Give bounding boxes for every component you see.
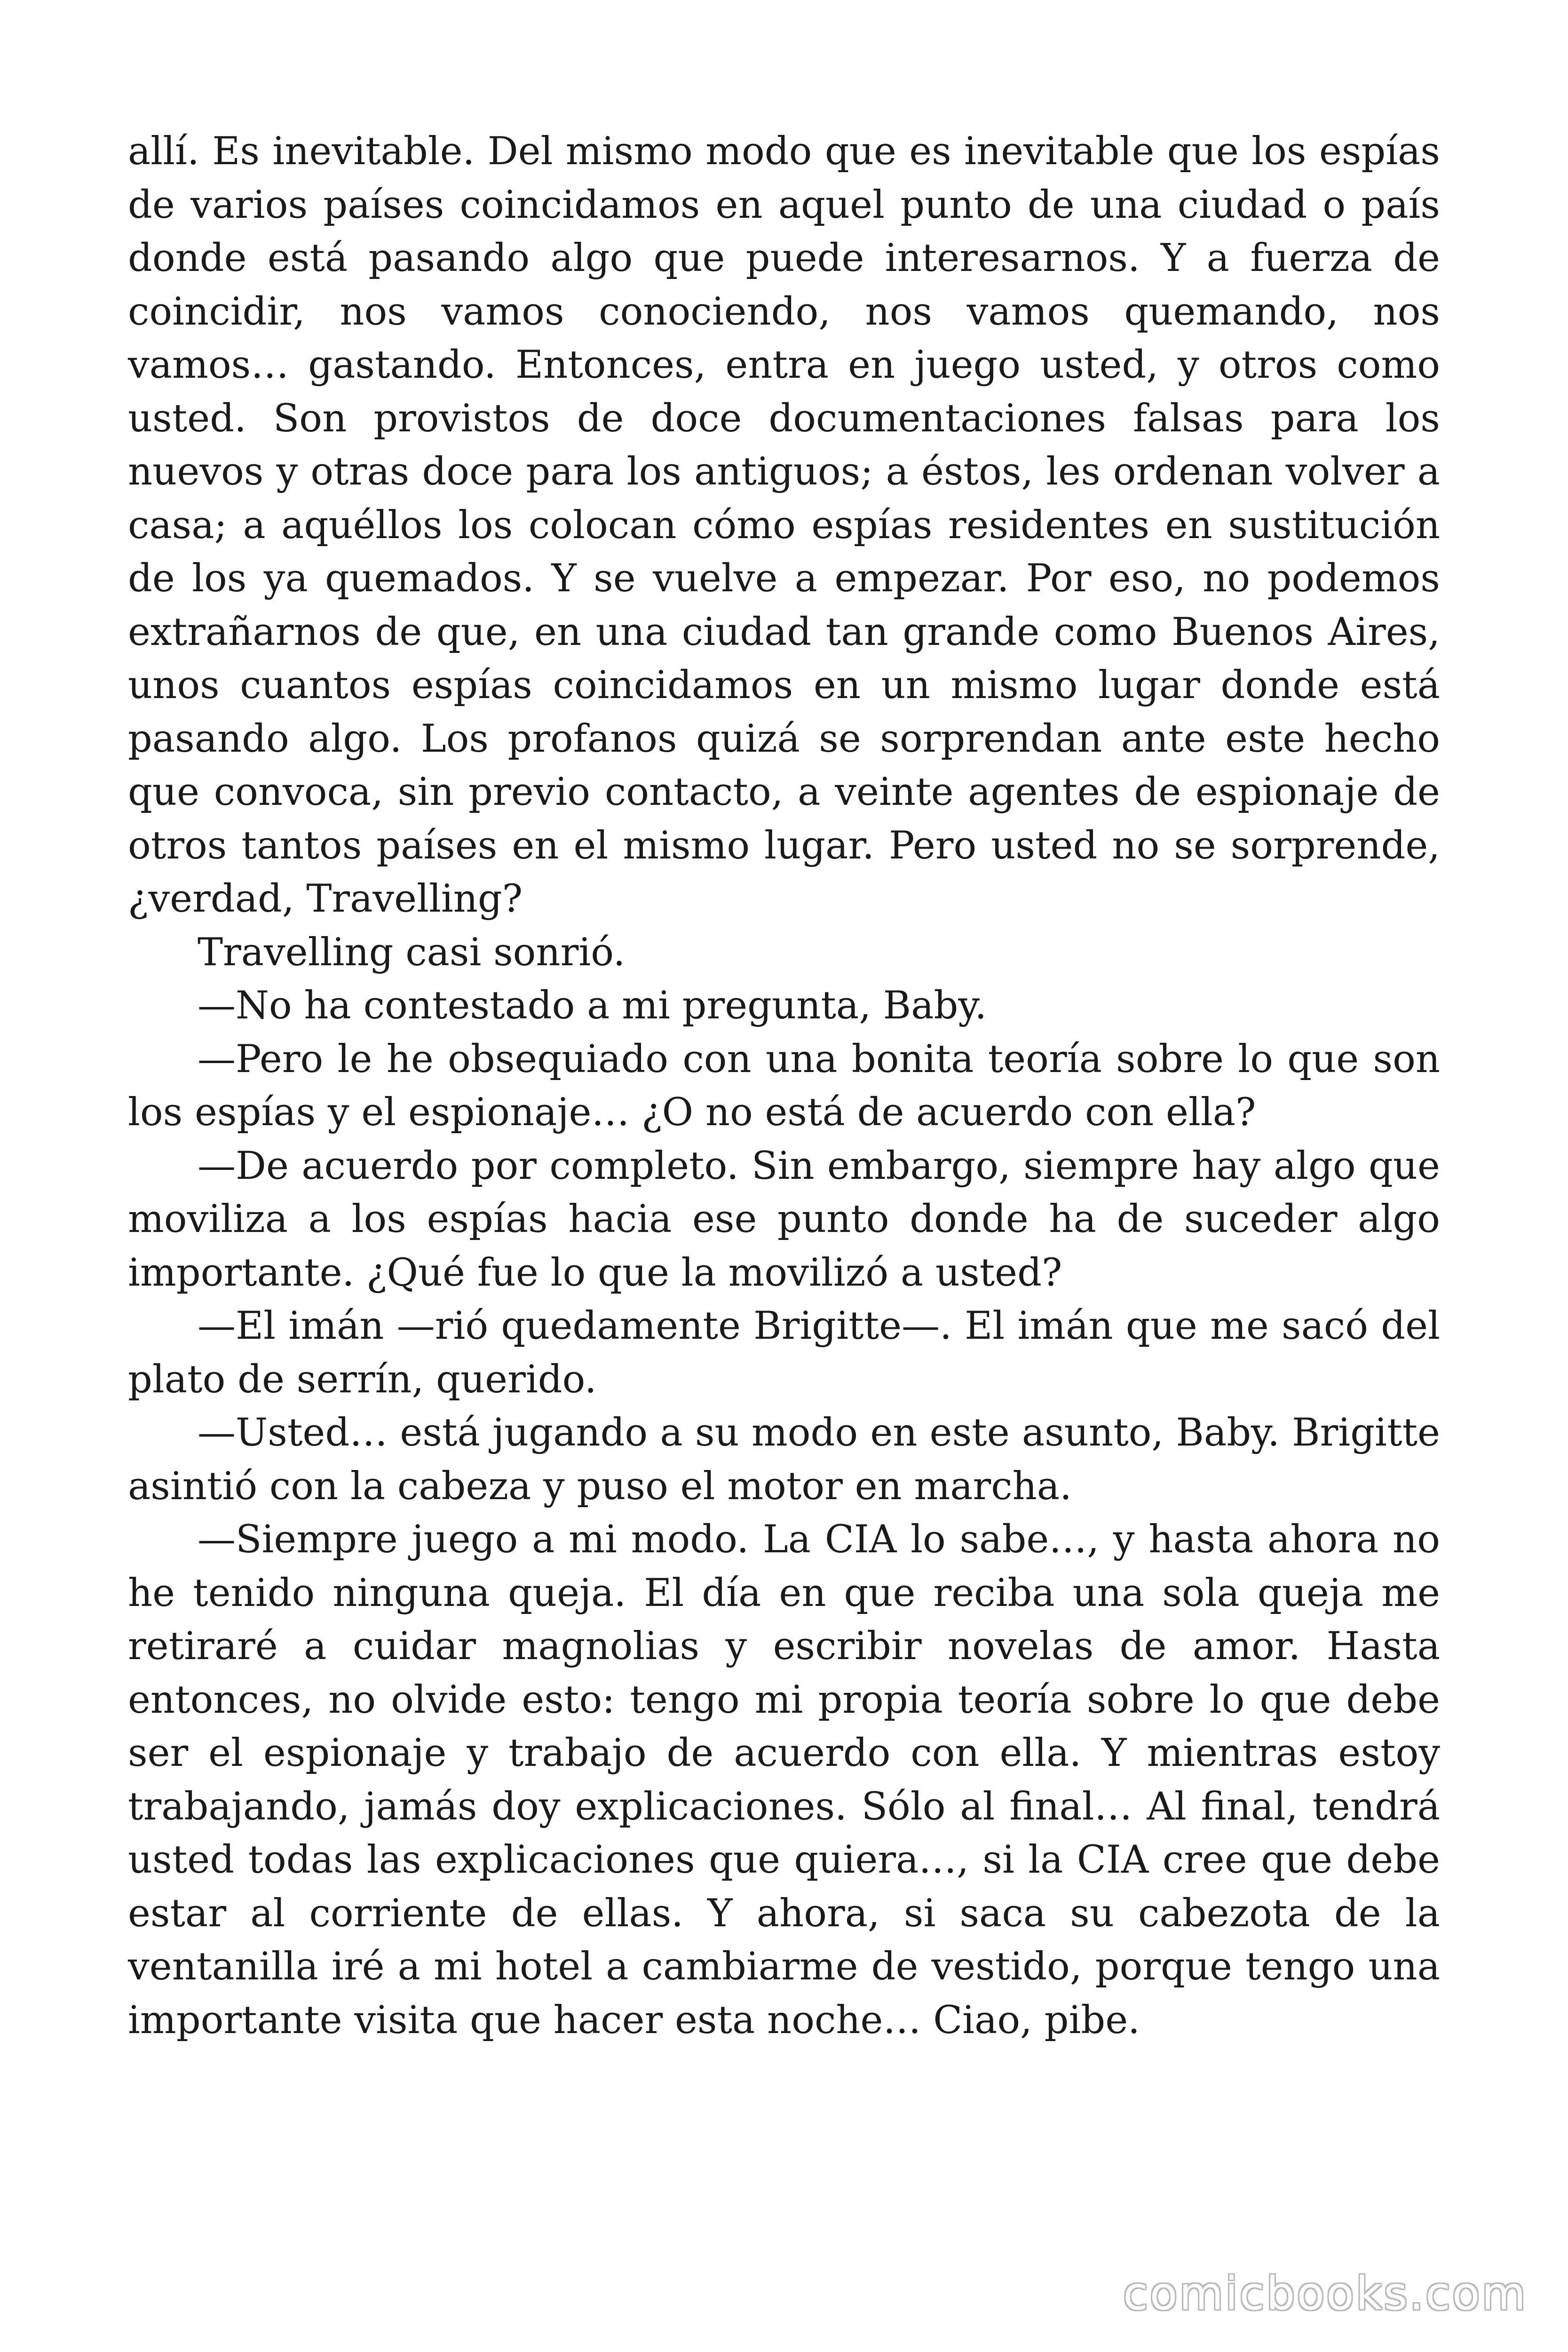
paragraph-8: —Siempre juego a mi modo. La CIA lo sabe…, y hasta ahora no he tenido ninguna queja. El día en que reciba una sola queja me retiraré a cuidar magnolias y escribir novelas de amor. Hasta entonces, no olvide esto: tengo mi propia teoría sobre lo que debe ser el espionaje y trabajo de acuerdo con ella. Y mientras estoy trabajando, jamás doy explicaciones. Sólo al final… Al final, tendrá usted todas las explicaciones que quiera…, si la CIA cree que debe estar al corriente de ellas. Y ahora, si saca su cabezota de la ventanilla iré a mi hotel a cambiarme de vestido, porque tengo una importante visita que hacer esta noche… Ciao, pibe. (128, 1518, 1440, 2042)
paragraph-5: —De acuerdo por completo. Sin embargo, siempre hay algo que moviliza a los espías hacia ese punto donde ha de suceder algo importante. ¿Qué fue lo que la movilizó a usted? (128, 1144, 1440, 1295)
watermark-logo: comicbooks.com (1123, 2267, 1528, 2320)
paragraph-6: —El imán —rió quedamente Brigitte—. El imán que me sacó del plato de serrín, querido. (128, 1304, 1440, 1402)
body-text (128, 125, 1440, 2047)
paragraph-1: allí. Es inevitable. Del mismo modo que es inevitable que los espías de varios países coincidamos en aquel punto de una ciudad o país donde está pasando algo que puede interesarnos. Y a fuerza de coincidir, nos vamos conociendo, nos vamos quemando, nos vamos… gastando. Entonces, entra en juego usted, y otros como usted. Son provistos de doce documentaciones falsas para los nuevos y otras doce para los antiguos; a éstos, les ordenan volver a casa; a aquéllos los colocan cómo espías residentes en sustitución de los ya quemados. Y se vuelve a empezar. Por eso, no podemos extrañarnos de que, en una ciudad tan grande como Buenos Aires, unos cuantos espías coincidamos en un mismo lugar donde está pasando algo. Los profanos quizá se sorprendan ante este hecho que convoca, sin previo contacto, a veinte agentes de espionaje de otros tantos países en el mismo lugar. Pero usted no se sorprende, ¿verdad, Travelling? (128, 129, 1440, 921)
paragraph-4: —Pero le he obsequiado con una bonita teoría sobre lo que son los espías y el espionaje… ¿O no está de acuerdo con ella? (128, 1037, 1440, 1135)
paragraph-3: —No ha contestado a mi pregunta, Baby. (198, 984, 987, 1028)
paragraph-7: —Usted… está jugando a su modo en este asunto, Baby. Brigitte asintió con la cabeza y puso el motor en marcha. (128, 1411, 1440, 1509)
paragraph-2: Travelling casi sonrió. (198, 930, 626, 975)
